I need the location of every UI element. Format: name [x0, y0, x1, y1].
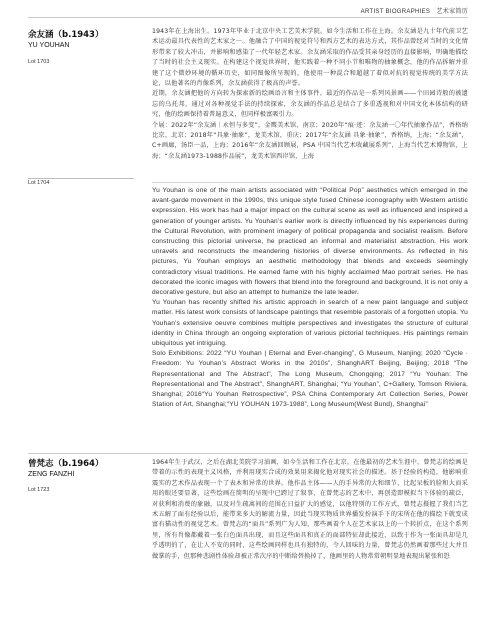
- artist1-bio-en-p1: Yu Youhan is one of the main artists associated with “Political Pop” aesthetics which emerged in the avant-garde movement in the 1990s, this unique style fused Chinese iconography with Western artistic expression. His work has had a major impact on the cultural scene as well as influenced and inspired a generation of younger artists. Yu Youhan’s earlier work is directly influenced by his experiences during the Cultural Revolution, with prominent imagery of political propaganda and socialist realism. Before constructing this pictorial universe, he practiced an informal and materialist abstraction. His work unravels and reconstructs the meandering histories of diverse environments. As reflected in his pictures, Yu Youhan employs an aesthetic methodology that blends and exceeds seemingly contradictory visual traditions. He earned fame with his highly acclaimed Mao portrait series. He has decorated the iconic images with flowers that blend into the foreground and background. It is not only a decorative gesture, but also an attempt to humanize the late leader.: [152, 187, 468, 297]
- artist1-bio-en-p3: Solo Exhibitions: 2022 “YU Youhan | Eternal and Ever-changing”, G Museum, Nanjing; 2020 “Cycle · Freedom: Yu Youhan’s Abstract Works in the 2010s”, ShanghART Beijing, Beijing; 2018 “The Representational and The Abstract”, The Long Museum, Chongqing; 2017 “Yu Youhan: The Representational and The Abstract”, ShanghART, Shanghai; “Yu Youhan”, C+Gallery, Tomson Riviera, Shanghai; 2016“Yu Youhan Retrospective”, PSA China Contemporary Art Collection Series, Power Station of Art, Shanghai;“YU YOUHAN 1973-1988”, Long Museum(West Bund), Shanghai”: [152, 350, 468, 409]
- artist1-bio-cn-p3: 个展：2022年“余友涵｜永恒与多变”，金鹰美术馆，南京；2020年“痕·迹：余友涵一〇年代抽象作品”，香格纳比京，北京；2018年“具象·抽象”，龙美术馆，重庆；2017年“余友涵 具象·抽象”，香格纳，上海；“余友涵”，C+画廊，汤臣一品，上海；2016年“余友涵回顾展，PSA 中国当代艺术收藏展系列”，上海当代艺术博物馆，上海；“余友涵1973-1988作品展”，龙美术馆西岸馆，上海: [152, 121, 468, 160]
- artist1-name-en: YU YOUHAN: [28, 42, 70, 49]
- section-divider: [28, 453, 468, 454]
- running-header: ARTIST BIOGRAPHIES 艺术家简历: [360, 9, 468, 15]
- language-divider: [152, 182, 468, 183]
- header-divider: [28, 17, 468, 18]
- artist2-bio-cn: [152, 458, 468, 562]
- artist1-bio-cn: [152, 27, 468, 162]
- artist2-bio-cn-p1: 1964年生于武汉，之后在湖北美院学习油画，如今生活和工作在北京。在他最初的艺术生涯中，曾梵志的绘画是带着的示性的表现主义风格，并利用现实合成的效果用来揭化他对现实社会的描述。基于经验的构造，他影响重震实的艺术作品表现一个了表木和异常的世界。他作品主体——人的手异常的大和细节，比起呆板的脸和大而采用的眼还要显著，这些绘画在简明的呈现中已跨过了叙事，在曾梵志的艺术中，再创造即模拟当下体验的疏泛，对获利和消费的象融，以及对生疏离间的范围在日益扩大的感觉，以他特别的工作方式，曾梵志摄握了我们当艺术五解了面有经验以后，能带来多大的解流力量，因此当现实物质世界播发扮演手下的宋所在他的描绘下就变成富有猫动性的视觉艺术。曾梵志的“面具”系列广为人知，那些画着个人在艺术家以上的一个转折点，在这个系列里，所有肖像都戴着一张白色面具出现，而且这些面具和真正的面部特征却此接近，以致于作为一张面具却是几乎透明的了，在让人不安的同时，这些绘画同样也具有独特的，令人回味的力量，曾梵志仍然画着那些过大并且做掌的手，但那种悲剧性体验却被正常次序的中断给替换掉了，他画里的人物常常朝明显地表现出紧张和恐: [152, 459, 468, 560]
- artist2-heading: [28, 459, 128, 480]
- artist1-bio-en: [152, 186, 468, 410]
- lot-divider: [28, 178, 134, 179]
- artist2-lot: Lot 1723: [28, 487, 50, 493]
- artist1-lot-a: Lot 1703: [28, 59, 50, 65]
- artist2-name-en: ZENG FANZHI: [28, 471, 75, 478]
- artist1-name-cn: 余友涵（b.1943）: [28, 30, 104, 40]
- artist2-name-cn: 曾梵志（b.1964）: [28, 459, 104, 469]
- artist1-bio-cn-p1: 1943年在上海出生。1973年毕业于北京中央工艺美术学院。如今生活和工作在上海。余友涵是九十年代前卫艺术运动最具代表性的艺术家之一。他融合了中国的视觉符号和西方艺术的表达方式，其作品曾经对当时的文化情形带来了较大冲击，并影响和感染了一代年轻艺术家。余友涵采取的作品受其亲身经历的直接影响，明确地描绘了当时的社会主义现实。在构建这个视觉世界时，他实践着一种不同小节和唯物的抽象概念，他的作品拆解并重建了这个微妙环境的循环历史，如同图像所呈现的，他使用一种混合和超越了着似对抗的视觉传统的美学方法论，以他著名的肖像系列，余友涵获得了极高的声誉。: [152, 28, 468, 88]
- artist1-heading: [28, 30, 128, 51]
- artist1-bio-cn-p2: 近期，余友涵把他的方向转为探索新的绘画语言和主体事件。最近的作品是一系列风景画——个田园诗般的被遗忘的乌托邦，通过对各种视觉手法的持续探索，余友涵的作品总是结合了多重透视和对中国文化本体结构的研究，他的绘画保持着普遍意义，但同样极富吸引力。: [152, 90, 468, 119]
- artist1-bio-en-p2: Yu Youhan has recently shifted his artistic approach in search of a new paint language and subject matter. His latest work consists of landscape paintings that resemble pastorals of a forgotten utopia. Yu Youhan’s extensive oeuvre combines multiple perspectives and investigates the structure of cultural identity in China through an ongoing exploration of various pictorial techniques. His paintings remain ubiquitous yet intriguing.: [152, 299, 468, 348]
- artist1-lot-b: Lot 1704: [28, 180, 50, 186]
